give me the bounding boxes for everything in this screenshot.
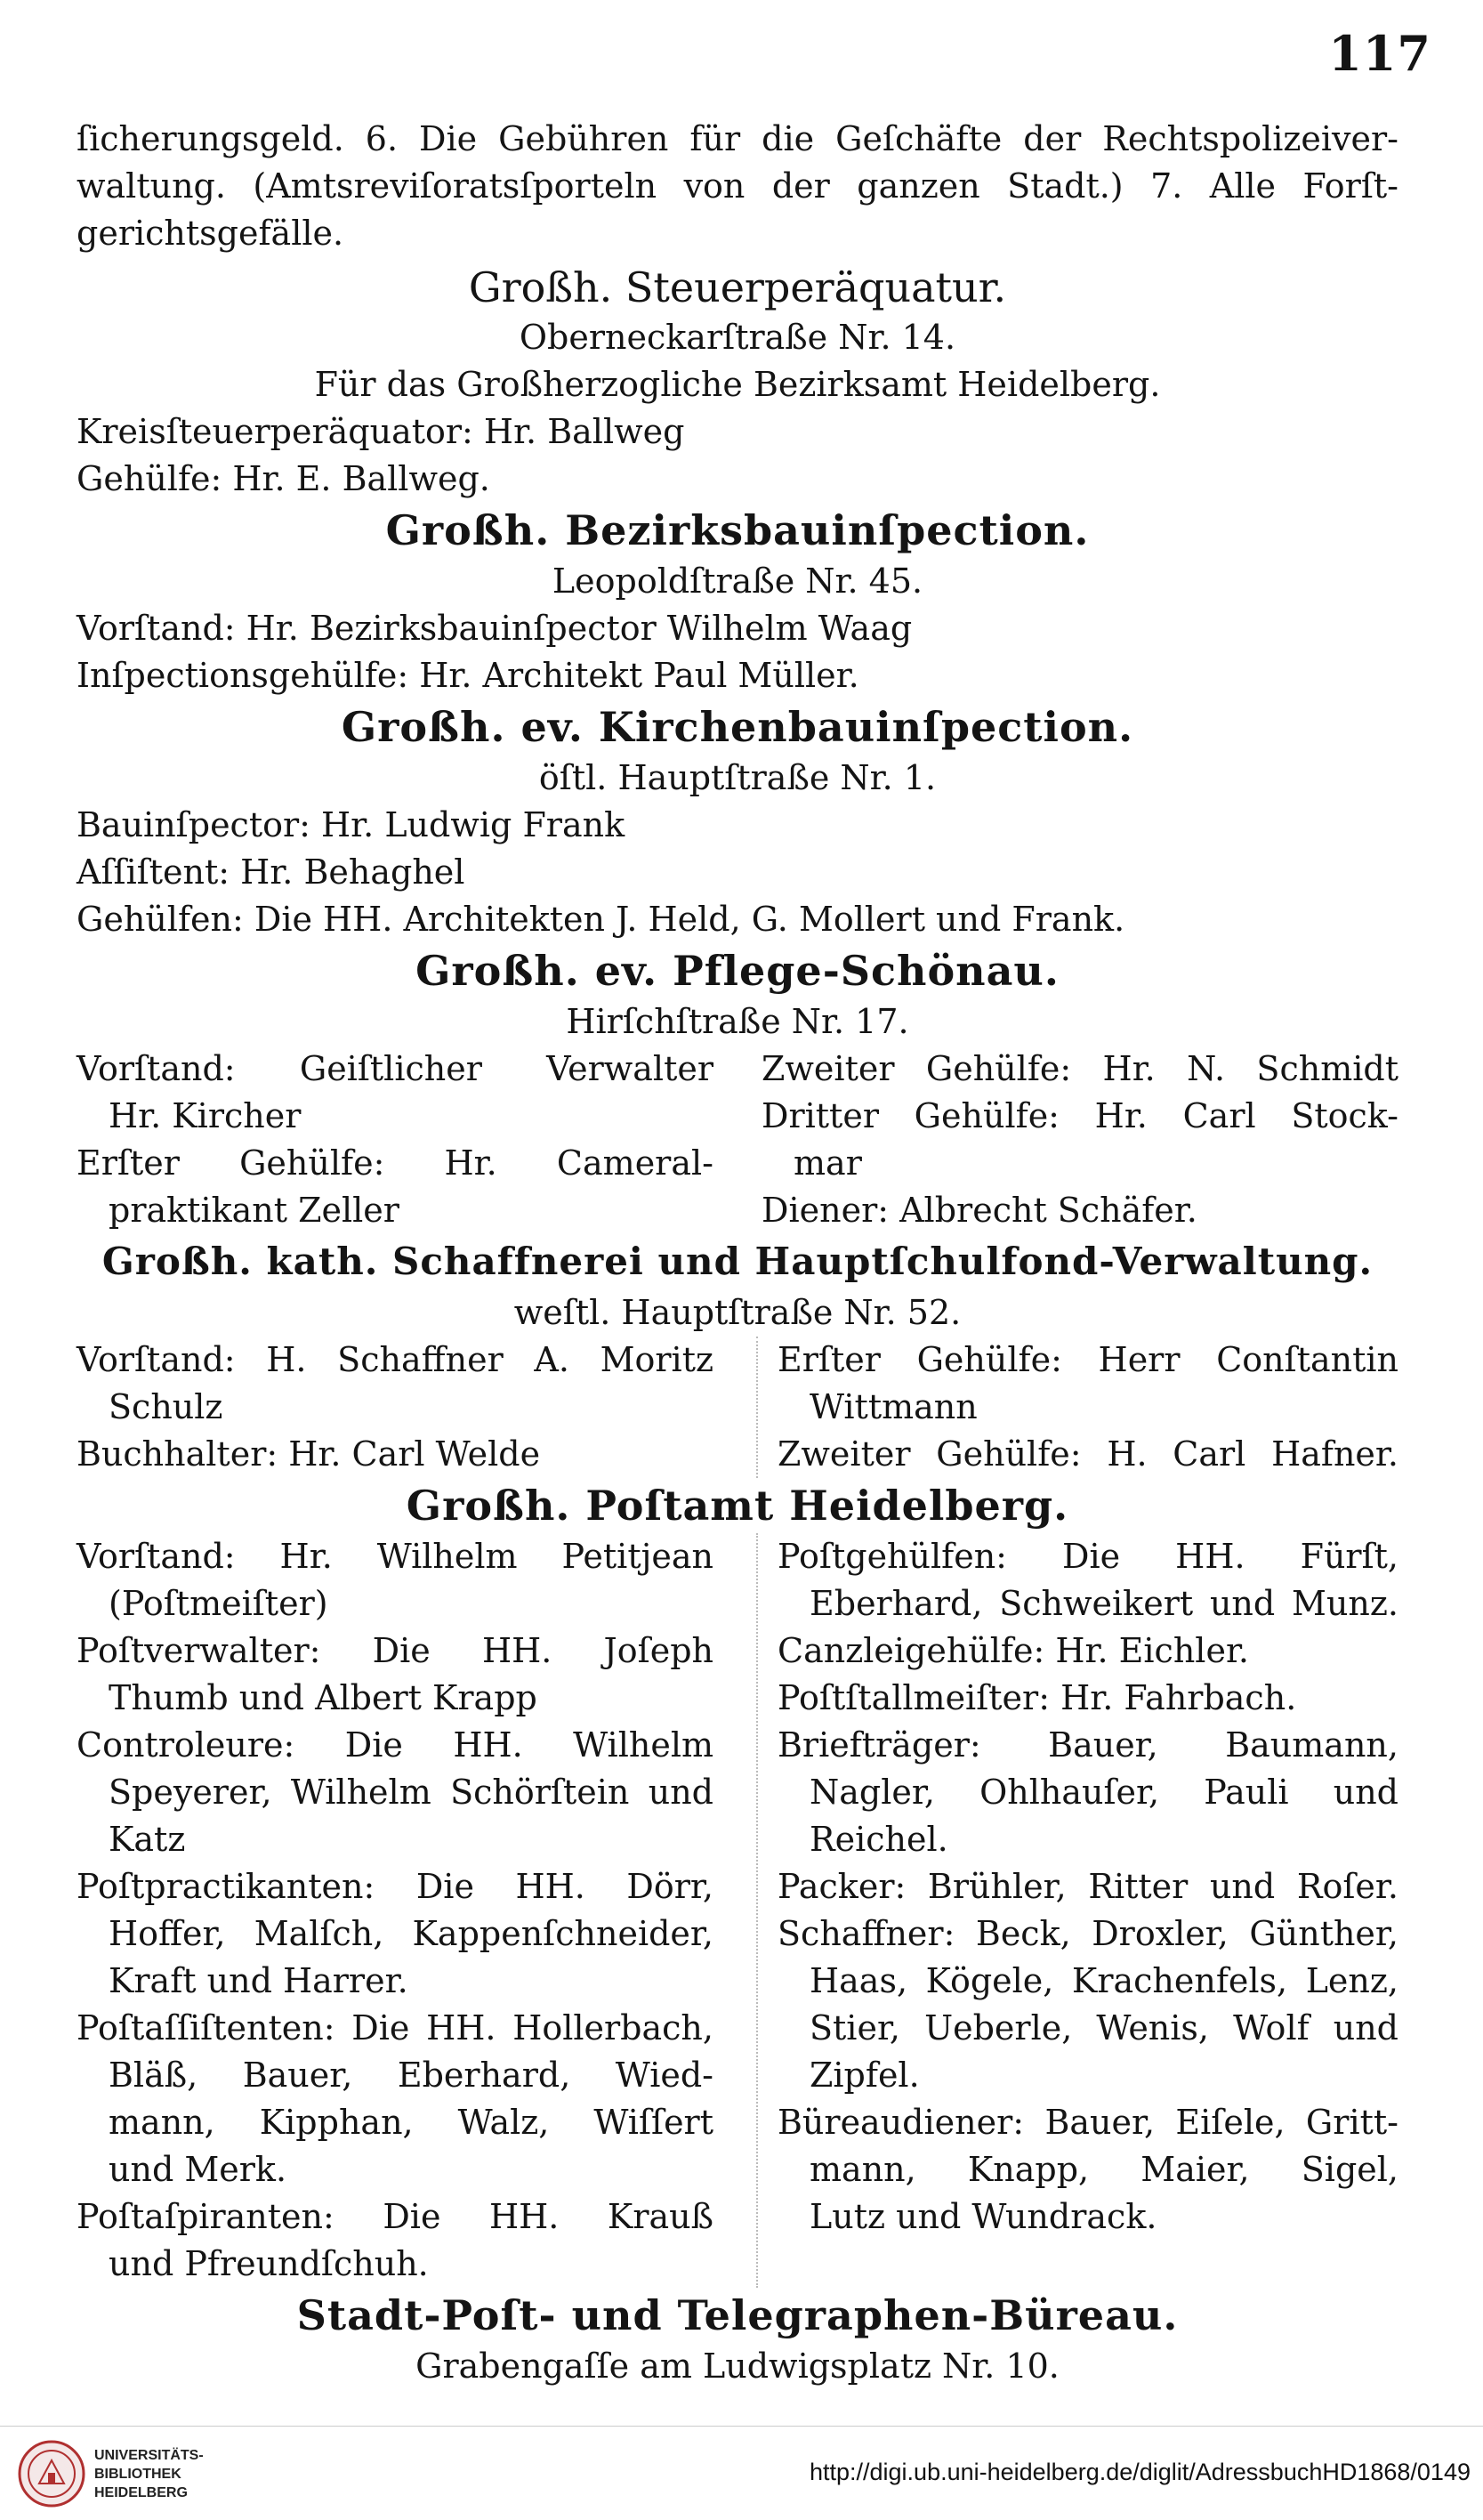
left-column [77, 1046, 713, 1234]
intro-paragraph [77, 116, 1398, 257]
text-line: Eberhard, Schweikert und Munz. [810, 1584, 1398, 1623]
logo-line: BIBLIOTHEK [94, 2467, 181, 2482]
text-line: Vorſtand: Geiſtlicher Verwalter [77, 1049, 713, 1088]
text-line: Wittmann [810, 1387, 978, 1426]
library-logo-text [94, 2446, 204, 2502]
section-title: Stadt-Poſt- und Telegraphen-Büreau. [296, 2291, 1179, 2339]
section-address: weſtl. Hauptſtraße Nr. 52. [513, 1293, 962, 1332]
two-column-block [77, 1046, 1398, 1234]
text-line: Stier, Ueberle, Wenis, Wolf und [810, 2008, 1398, 2048]
section-title: Großh. kath. Schaffnerei und Hauptſchulfond-Verwaltung. [101, 1240, 1374, 1283]
text-line: Poſtſtallmeiſter: Hr. Fahrbach. [778, 1678, 1297, 1717]
section-pflege [77, 943, 1398, 1234]
text-line: Schulz [109, 1387, 223, 1426]
text-line: mann, Knapp, Maier, Sigel, [810, 2150, 1398, 2189]
text-line: praktikant Zeller [109, 1191, 399, 1230]
two-column-block [77, 1337, 1398, 1478]
text-line: Haas, Kögele, Krachenfels, Lenz, [810, 1961, 1398, 2000]
text-line: Inſpectionsgehülfe: Hr. Architekt Paul Müller. [77, 656, 859, 695]
text-line: und Pfreundſchuh. [109, 2244, 429, 2283]
page-number: 117 [1328, 25, 1431, 82]
page-body [77, 116, 1398, 2390]
text-line: Kreisſteuerperäquator: Hr. Ballweg [77, 412, 685, 451]
text-line: Bauinſpector: Hr. Ludwig Frank [77, 805, 625, 844]
section-title: Großh. Bezirksbauinſpection. [385, 506, 1090, 554]
logo-line: HEIDELBERG [94, 2485, 188, 2500]
text-line: Controleure: Die HH. Wilhelm [77, 1725, 713, 1765]
text-line: Büreaudiener: Bauer, Eiſele, Gritt- [778, 2103, 1398, 2142]
text-line: Vorſtand: Hr. Bezirksbauinſpector Wilhelm Waag [77, 609, 913, 648]
text-line: Erſter Gehülfe: Hr. Cameral- [77, 1143, 713, 1183]
section-bezirk [77, 503, 1398, 699]
section-stadtpost [77, 2288, 1398, 2390]
university-seal-logo [12, 2437, 93, 2510]
text-line: Poſtverwalter: Die HH. Joſeph [77, 1631, 713, 1670]
footer-bar [0, 2426, 1483, 2520]
text-line: Zipfel. [810, 2056, 920, 2095]
text-line: Diener: Albrecht Schäfer. [762, 1191, 1197, 1230]
text-line: Buchhalter: Hr. Carl Welde [77, 1434, 541, 1474]
text-line: Gehülfen: Die HH. Architekten J. Held, G. Mollert und Frank. [77, 900, 1125, 939]
text-line: Poſtgehülfen: Die HH. Fürſt, [778, 1537, 1398, 1576]
text-line: Zweiter Gehülfe: Hr. N. Schmidt [762, 1049, 1398, 1088]
text-line: Gehülfe: Hr. E. Ballweg. [77, 459, 490, 498]
right-column [756, 1533, 1398, 2288]
section-post [77, 1478, 1398, 2288]
section-address: Leopoldſtraße Nr. 45. [552, 561, 923, 601]
right-column [756, 1337, 1398, 1478]
section-address: Hirſchſtraße Nr. 17. [566, 1002, 909, 1041]
section-address: Oberneckarſtraße Nr. 14. [519, 318, 956, 357]
text-line: Katz [109, 1820, 186, 1859]
text-line: Poſtpractikanten: Die HH. Dörr, [77, 1867, 713, 1906]
text-line: Poſtaſpiranten: Die HH. Krauß [77, 2197, 713, 2236]
text-line: mar [794, 1143, 862, 1183]
two-column-block [77, 1533, 1398, 2288]
text-line: gerichtsgefälle. [77, 214, 344, 253]
text-line: Bläß, Bauer, Eberhard, Wied- [109, 2056, 713, 2095]
text-line: Erſter Gehülfe: Herr Conſtantin [778, 1340, 1398, 1379]
text-line: ſicherungsgeld. 6. Die Gebühren für die Geſchäfte der Rechtspolizeiver- [77, 119, 1398, 158]
section-title: Großh. ev. Kirchenbauinſpection. [341, 703, 1134, 751]
left-column [77, 1533, 713, 2288]
left-column [77, 1337, 713, 1478]
source-url-link[interactable]: http://digi.ub.uni-heidelberg.de/diglit/AdressbuchHD1868/0149 [809, 2459, 1471, 2485]
section-address: Grabengaſſe am Ludwigsplatz Nr. 10. [415, 2346, 1060, 2386]
section-schaffnerei [77, 1234, 1398, 1478]
text-line: Speyerer, Wilhelm Schörſtein und [109, 1773, 713, 1812]
logo-line: UNIVERSITÄTS- [94, 2448, 204, 2463]
text-line: Kraft und Harrer. [109, 1961, 408, 2000]
text-line: Vorſtand: H. Schaffner A. Moritz [77, 1340, 713, 1379]
right-column [762, 1046, 1398, 1234]
text-line: Canzleigehülfe: Hr. Eichler. [778, 1631, 1250, 1670]
section-title: Großh. ev. Pflege-Schönau. [415, 947, 1060, 995]
text-line: Reichel. [810, 1820, 948, 1859]
text-line: Vorſtand: Hr. Wilhelm Petitjean [77, 1537, 713, 1576]
text-line: (Poſtmeiſter) [109, 1584, 328, 1623]
text-line: Packer: Brühler, Ritter und Roſer. [778, 1867, 1398, 1906]
text-line: Poſtaſſiſtenten: Die HH. Hollerbach, [77, 2008, 713, 2048]
text-line: und Merk. [109, 2150, 287, 2189]
text-line: Hr. Kircher [109, 1096, 302, 1135]
text-line: Aſſiſtent: Hr. Behaghel [77, 852, 465, 892]
text-line: Lutz und Wundrack. [810, 2197, 1157, 2236]
section-title: Großh. Poſtamt Heidelberg. [406, 1482, 1069, 1530]
text-line: mann, Kipphan, Walz, Wiſſert [109, 2103, 713, 2142]
section-address: öſtl. Hauptſtraße Nr. 1. [538, 758, 937, 797]
text-line: Schaffner: Beck, Droxler, Günther, [778, 1914, 1398, 1953]
section-title: Großh. Steuerperäquatur. [468, 263, 1007, 311]
section-note: Für das Großherzogliche Bezirksamt Heidelberg. [314, 365, 1161, 404]
text-line: Zweiter Gehülfe: H. Carl Hafner. [778, 1434, 1398, 1474]
text-line: Thumb und Albert Krapp [109, 1678, 537, 1717]
text-line: Briefträger: Bauer, Baumann, [778, 1725, 1398, 1765]
section-steuer [77, 261, 1398, 503]
text-line: Hoffer, Malſch, Kappenſchneider, [109, 1914, 713, 1953]
text-line: Nagler, Ohlhauſer, Pauli und [810, 1773, 1398, 1812]
text-line: Dritter Gehülfe: Hr. Carl Stock- [762, 1096, 1398, 1135]
text-line: waltung. (Amtsreviſoratsſporteln von der ganzen Stadt.) 7. Alle Forſt- [77, 166, 1398, 206]
section-kirchen [77, 699, 1398, 943]
